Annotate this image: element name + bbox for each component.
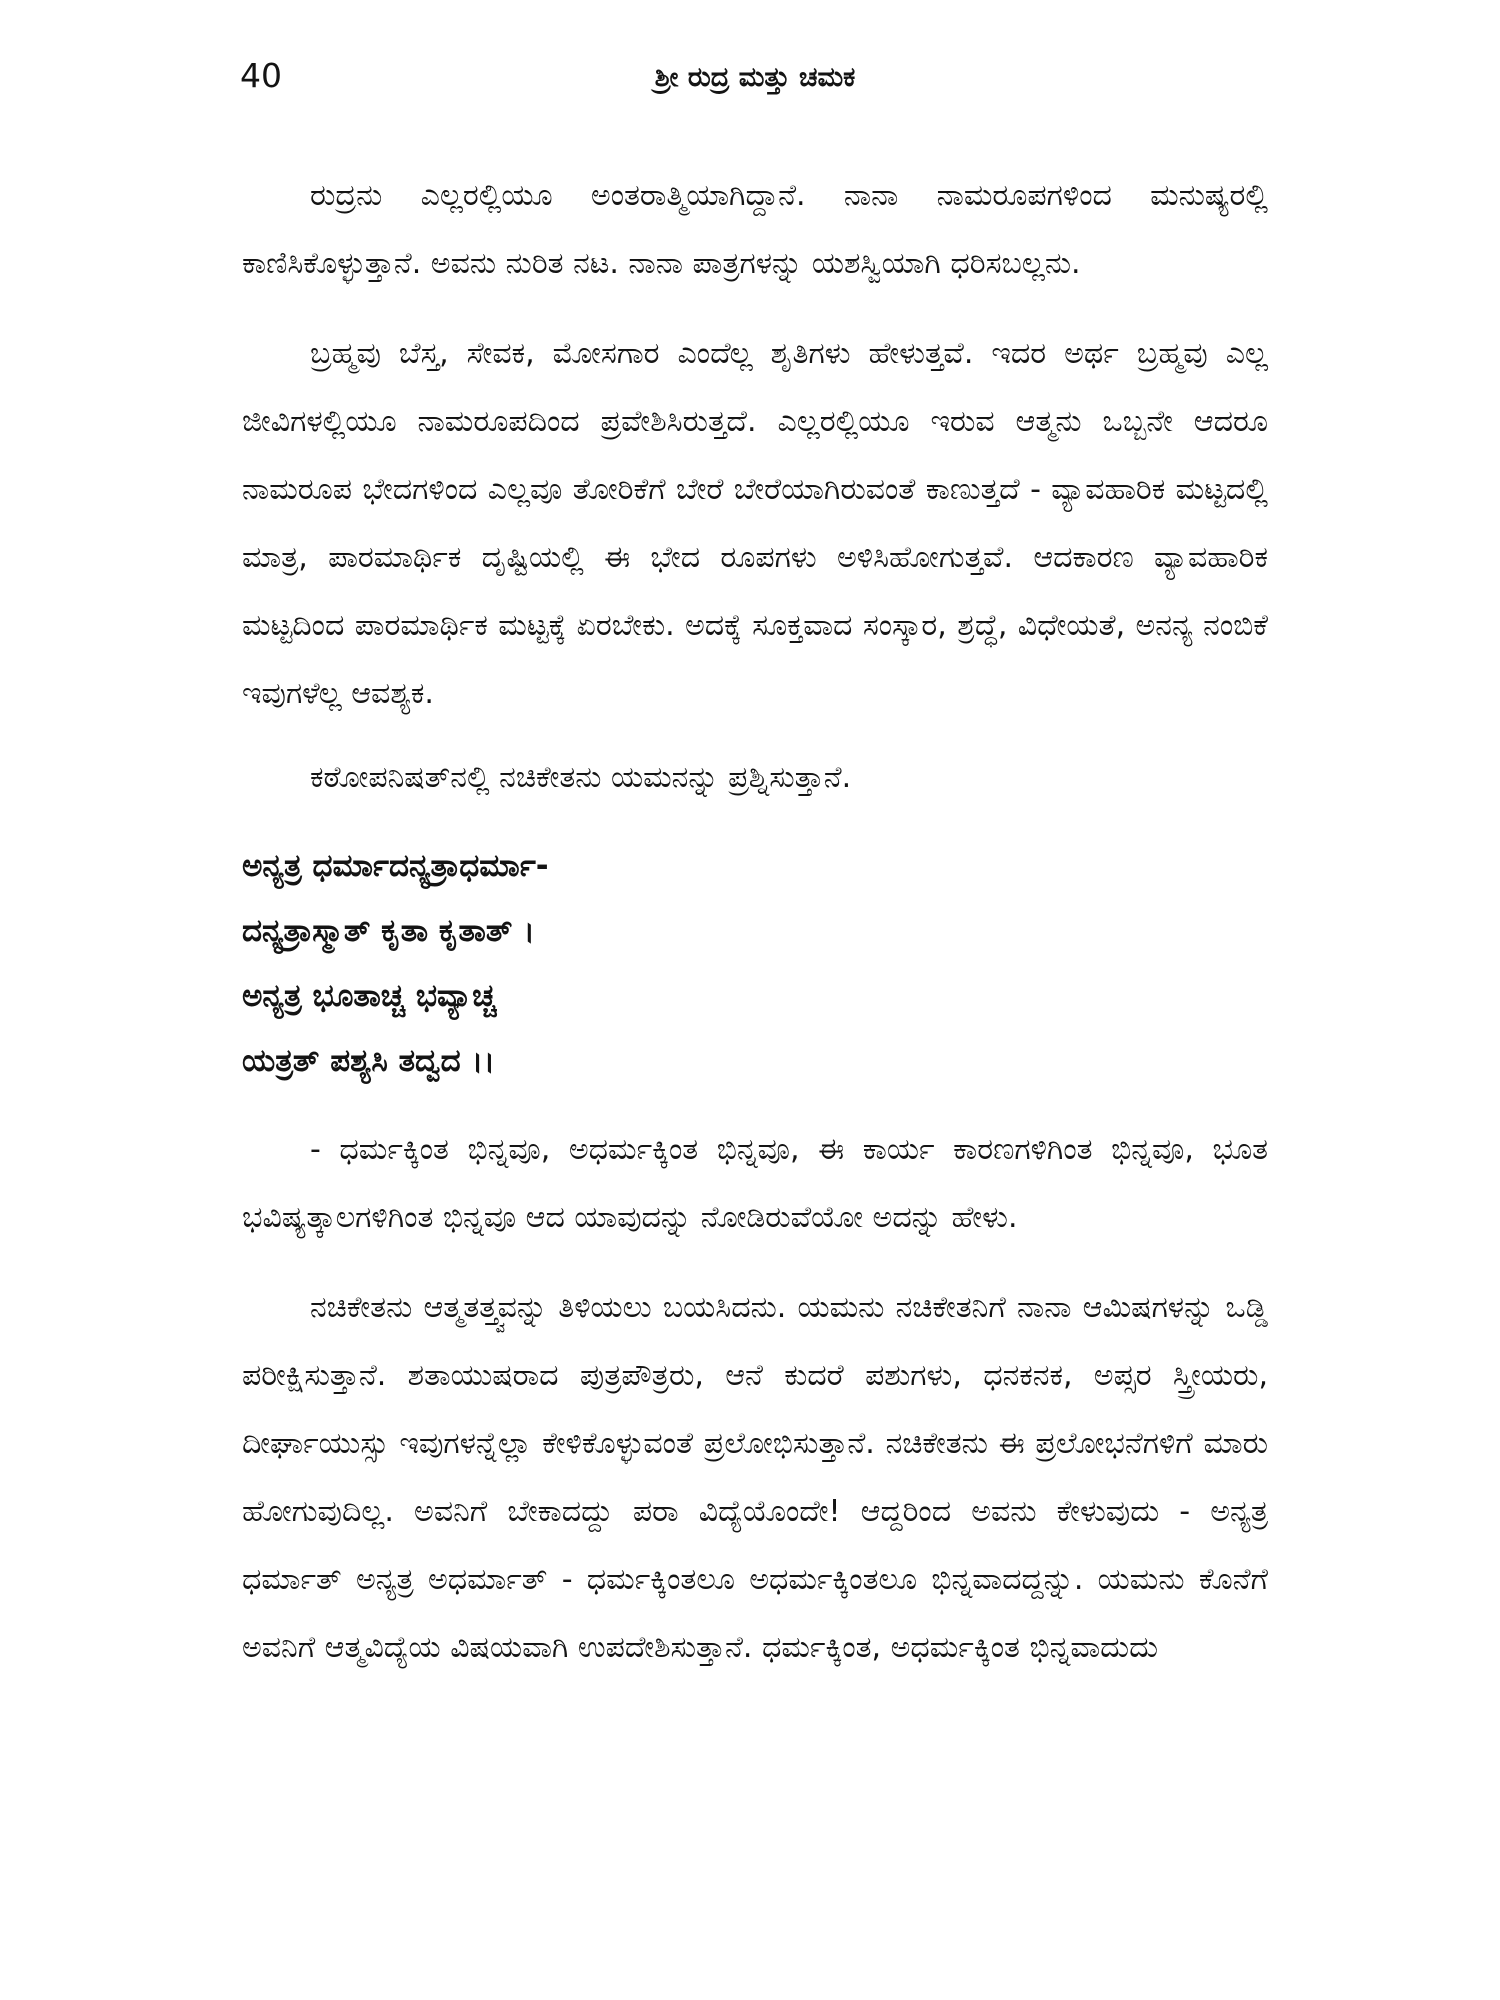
paragraph-rudra: ರುದ್ರನು ಎಲ್ಲರಲ್ಲಿಯೂ ಅಂತರಾತ್ಮಿಯಾಗಿದ್ದಾನೆ. ನಾನಾ ನಾಮರೂಪಗಳಿಂದ ಮನುಷ್ಯರಲ್ಲಿ ಕಾಣಿಸಿಕೊಳ್ಳುತ್ತಾನೆ. ಅವನು ನುರಿತ ನಟ. ನಾನಾ ಪಾತ್ರಗಳನ್ನು ಯಶಸ್ವಿಯಾಗಿ ಧರಿಸಬಲ್ಲನು. bbox=[242, 178, 1268, 281]
paragraph-verse-meaning: - ಧರ್ಮಕ್ಕಿಂತ ಭಿನ್ನವೂ, ಅಧರ್ಮಕ್ಕಿಂತ ಭಿನ್ನವೂ, ಈ ಕಾರ್ಯ ಕಾರಣಗಳಿಗಿಂತ ಭಿನ್ನವೂ, ಭೂತ ಭವಿಷ್ಯತ್ಕಾಲಗಳಿಗಿಂತ ಭಿನ್ನವೂ ಆದ ಯಾವುದನ್ನು ನೋಡಿರುವೆಯೋ ಅದನ್ನು ಹೇಳು. bbox=[242, 1132, 1268, 1235]
verse-line-3: ಅನ್ಯತ್ರ ಭೂತಾಚ್ಚ ಭವ್ಯಾಚ್ಚ bbox=[242, 978, 497, 1014]
page-number: 40 bbox=[240, 56, 282, 95]
running-title: ಶ್ರೀ ರುದ್ರ ಮತ್ತು ಚಮಕ bbox=[654, 62, 856, 93]
page-header bbox=[240, 52, 1270, 112]
page-body bbox=[242, 162, 1268, 1682]
paragraph-kathopanishad: ಕಠೋಪನಿಷತ್‌ನಲ್ಲಿ ನಚಿಕೇತನು ಯಮನನ್ನು ಪ್ರಶ್ನಿಸುತ್ತಾನೆ. bbox=[310, 760, 852, 795]
paragraph-nachiketa: ನಚಿಕೇತನು ಆತ್ಮತತ್ತ್ವವನ್ನು ತಿಳಿಯಲು ಬಯಸಿದನು. ಯಮನು ನಚಿಕೇತನಿಗೆ ನಾನಾ ಆಮಿಷಗಳನ್ನು ಒಡ್ಡಿ ಪರೀಕ್ಷಿಸುತ್ತಾನೆ. ಶತಾಯುಷರಾದ ಪುತ್ರಪೌತ್ರರು, ಆನೆ ಕುದರೆ ಪಶುಗಳು, ಧನಕನಕ, ಅಪ್ಸರ ಸ್ತ್ರೀಯರು, ದೀರ್ಘಾಯುಸ್ಸು ಇವುಗಳನ್ನೆಲ್ಲಾ ಕೇಳಿಕೊಳ್ಳುವಂತೆ ಪ್ರಲೋಭಿಸುತ್ತಾನೆ. ನಚಿಕೇತನು ಈ ಪ್ರಲೋಭನೆಗಳಿಗೆ ಮಾರು ಹೋಗುವುದಿಲ್ಲ. ಅವನಿಗೆ ಬೇಕಾದದ್ದು ಪರಾ ವಿದ್ಯೆಯೊಂದೇ! ಆದ್ದರಿಂದ ಅವನು ಕೇಳುವುದು - ಅನ್ಯತ್ರ ಧರ್ಮಾತ್ ಅನ್ಯತ್ರ ಅಧರ್ಮಾತ್ - ಧರ್ಮಕ್ಕಿಂತಲೂ ಅಧರ್ಮಕ್ಕಿಂತಲೂ ಭಿನ್ನವಾದದ್ದನ್ನು. ಯಮನು ಕೊನೆಗೆ ಅವನಿಗೆ ಆತ್ಮವಿದ್ಯೆಯ ವಿಷಯವಾಗಿ ಉಪದೇಶಿಸುತ್ತಾನೆ. ಧರ್ಮಕ್ಕಿಂತ, ಅಧರ್ಮಕ್ಕಿಂತ ಭಿನ್ನವಾದುದು bbox=[242, 1290, 1268, 1665]
sanskrit-verse bbox=[242, 834, 1268, 1094]
verse-line-1: ಅನ್ಯತ್ರ ಧರ್ಮಾದನ್ಯತ್ರಾಧರ್ಮಾ- bbox=[242, 848, 549, 884]
paragraph-brahma: ಬ್ರಹ್ಮವು ಬೆಸ್ತ, ಸೇವಕ, ಮೋಸಗಾರ ಎಂದೆಲ್ಲ ಶೃತಿಗಳು ಹೇಳುತ್ತವೆ. ಇದರ ಅರ್ಥ ಬ್ರಹ್ಮವು ಎಲ್ಲ ಜೀವಿಗಳಲ್ಲಿಯೂ ನಾಮರೂಪದಿಂದ ಪ್ರವೇಶಿಸಿರುತ್ತದೆ. ಎಲ್ಲರಲ್ಲಿಯೂ ಇರುವ ಆತ್ಮನು ಒಬ್ಬನೇ ಆದರೂ ನಾಮರೂಪ ಭೇದಗಳಿಂದ ಎಲ್ಲವೂ ತೋರಿಕೆಗೆ ಬೇರೆ ಬೇರೆಯಾಗಿರುವಂತೆ ಕಾಣುತ್ತದೆ - ವ್ಯಾವಹಾರಿಕ ಮಟ್ಟದಲ್ಲಿ ಮಾತ್ರ, ಪಾರಮಾರ್ಥಿಕ ದೃಷ್ಟಿಯಲ್ಲಿ ಈ ಭೇದ ರೂಪಗಳು ಅಳಿಸಿಹೋಗುತ್ತವೆ. ಆದಕಾರಣ ವ್ಯಾವಹಾರಿಕ ಮಟ್ಟದಿಂದ ಪಾರಮಾರ್ಥಿಕ ಮಟ್ಟಕ್ಕೆ ಏರಬೇಕು. ಅದಕ್ಕೆ ಸೂಕ್ತವಾದ ಸಂಸ್ಕಾರ, ಶ್ರದ್ಧೆ, ವಿಧೇಯತೆ, ಅನನ್ಯ ನಂಬಿಕೆ ಇವುಗಳೆಲ್ಲ ಆವಶ್ಯಕ. bbox=[242, 336, 1268, 711]
verse-line-2: ದನ್ಯತ್ರಾಸ್ಮಾತ್ ಕೃತಾ ಕೃತಾತ್ । bbox=[242, 913, 535, 949]
verse-line-4: ಯತ್ರತ್ ಪಶ್ಯಸಿ ತದ್ವದ ।। bbox=[242, 1043, 495, 1079]
